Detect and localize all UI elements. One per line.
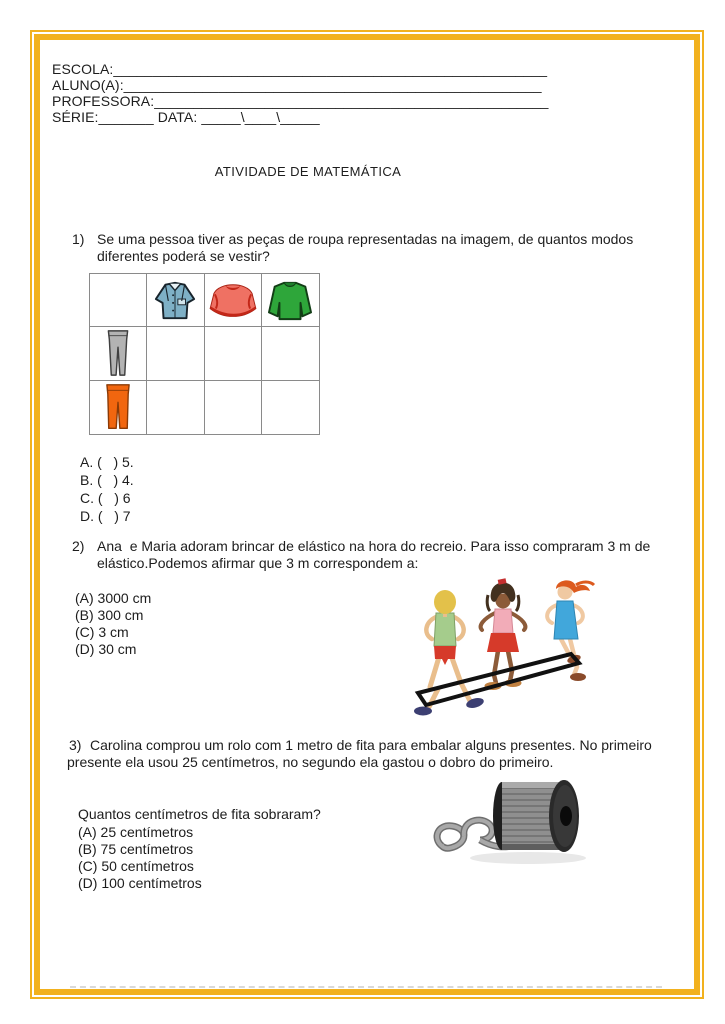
q2-text-line1: Ana e Maria adoram brincar de elástico na hora do recreio. Para isso compraram 3 m de [97, 538, 651, 554]
q2-option-c: (C) 3 cm [75, 624, 129, 640]
q1-option-b: B. ( ) 4. [80, 472, 134, 488]
q3-subquestion: Quantos centímetros de fita sobraram? [78, 806, 321, 822]
orange-pants-icon [101, 382, 135, 432]
grid-cell-empty [90, 274, 147, 327]
q2-number: 2) [72, 538, 85, 554]
q1-text-line2: diferentes poderá se vestir? [97, 248, 270, 264]
green-sweater-icon [265, 278, 315, 322]
grid-cell-empty [262, 327, 319, 380]
grid-cell-empty [205, 381, 262, 434]
q3-option-d: (D) 100 centímetros [78, 875, 202, 891]
grid-cell-empty [147, 381, 204, 434]
grid-cell-red-top [205, 274, 262, 327]
q3-number: 3) [69, 737, 82, 753]
spool-shadow [470, 852, 586, 864]
teacher-field: PROFESSORA:__________________________________________________ [52, 93, 549, 109]
blue-shirt-icon [150, 278, 200, 322]
q2-option-a: (A) 3000 cm [75, 590, 152, 606]
q3-option-b: (B) 75 centímetros [78, 841, 194, 857]
grid-cell-empty [147, 327, 204, 380]
q2-option-b: (B) 300 cm [75, 607, 144, 623]
ribbon-spool-illustration [428, 770, 596, 870]
q1-option-d: D. ( ) 7 [80, 508, 131, 524]
q3-text-line2: presente ela usou 25 centímetros, no segundo ela gastou o dobro do primeiro. [67, 754, 554, 770]
grid-cell-empty [205, 327, 262, 380]
clothes-grid [89, 273, 320, 435]
red-top-icon [208, 280, 258, 320]
spool-body [493, 780, 579, 852]
q3-option-c: (C) 50 centímetros [78, 858, 194, 874]
student-field: ALUNO(A):_____________________________________________________ [52, 77, 542, 93]
grade-date-field: SÉRIE:_______ DATA: _____\____\_____ [52, 109, 320, 125]
grid-cell-green-sweater [262, 274, 319, 327]
q1-text-line1: Se uma pessoa tiver as peças de roupa representadas na imagem, de quantos modos [97, 231, 634, 247]
school-field: ESCOLA:_______________________________________________________ [52, 61, 548, 77]
q2-option-d: (D) 30 cm [75, 641, 137, 657]
grid-cell-empty [262, 381, 319, 434]
q1-number: 1) [72, 231, 85, 247]
grid-cell-blue-shirt [147, 274, 204, 327]
grid-cell-gray-pants [90, 327, 147, 380]
q2-text-line2: elástico.Podemos afirmar que 3 m correspondem a: [97, 555, 419, 571]
gray-pants-icon [102, 328, 134, 378]
grid-cell-orange-pants [90, 381, 147, 434]
q3-option-a: (A) 25 centímetros [78, 824, 194, 840]
page-title: ATIVIDADE DE MATEMÁTICA [214, 164, 402, 179]
q1-option-c: C. ( ) 6 [80, 490, 131, 506]
scan-artifact-dashed-line [70, 986, 662, 988]
q1-option-a: A. ( ) 5. [80, 454, 134, 470]
q3-text-line1: Carolina comprou um rolo com 1 metro de fita para embalar alguns presentes. No primeiro [90, 737, 652, 753]
children-elastic-illustration [398, 571, 608, 718]
